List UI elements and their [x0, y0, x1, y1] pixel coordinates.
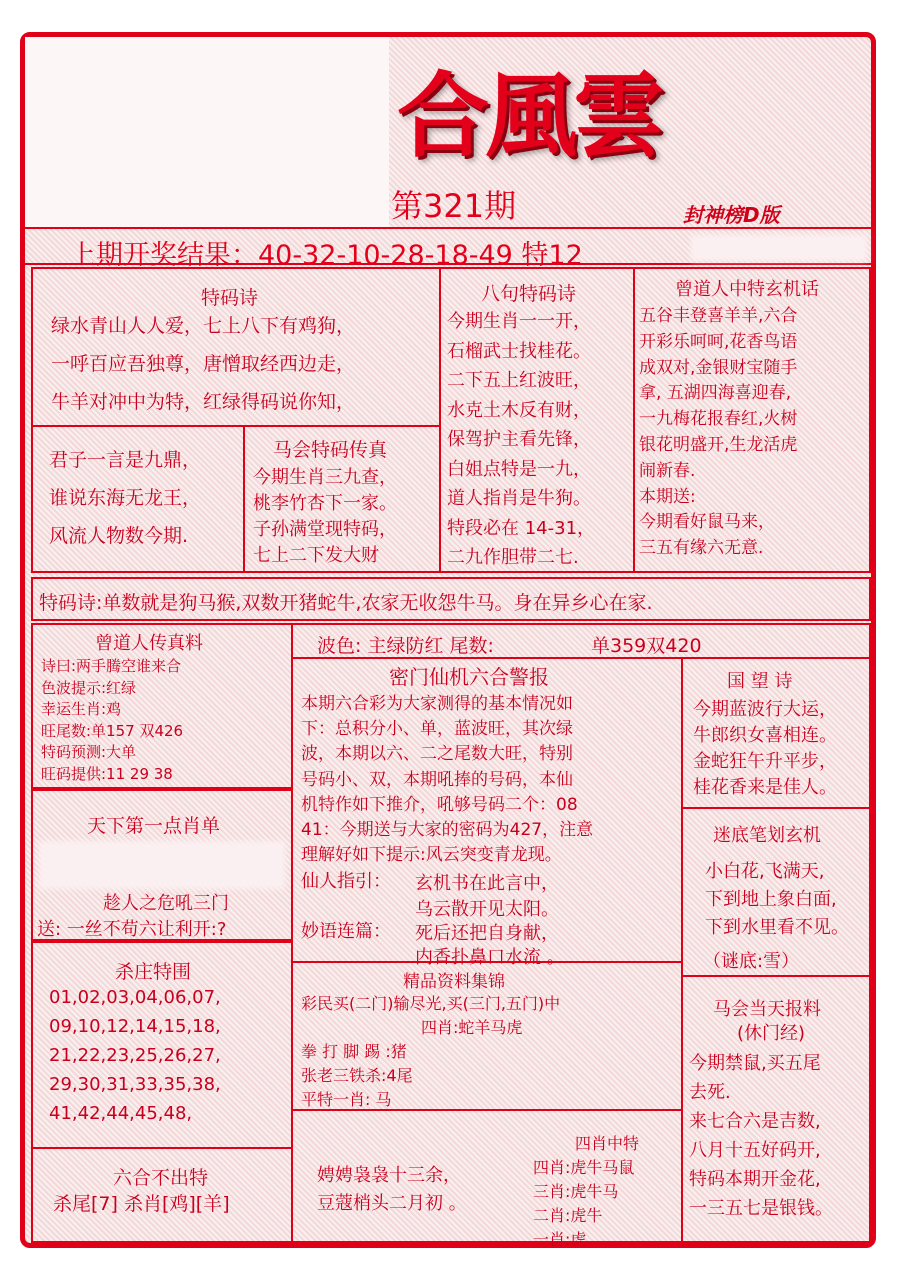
junzi-line: 君子一言是九鼎， [49, 449, 202, 471]
xuanji-line: 三五有缘六无意. [639, 538, 764, 559]
miaoyu-line: 内香扑鼻口水流 。 [415, 947, 565, 968]
xuanji-title: 曾道人中特玄机话 [675, 279, 819, 300]
shazhuang-line: 29,30,31,33,35,38, [49, 1074, 221, 1095]
bottom-mid-box [291, 1109, 683, 1249]
mimen-line: 41：今期送与大家的密码为427，注意 [301, 820, 594, 840]
xuanji-line: 拿, 五湖四海喜迎春, [639, 383, 792, 404]
blurred-watermark [691, 235, 867, 261]
eight-poem-line: 石榴武士找桂花。 [447, 340, 591, 362]
junzi-line: 风流人物数今期. [49, 525, 189, 547]
xuanji-line: 开彩乐呵呵,花香鸟语 [639, 331, 798, 352]
xuanji-line: 闹新春. [639, 460, 696, 481]
blurred-area [39, 841, 285, 889]
newspaper-page [20, 32, 876, 1248]
midi-line: 下到水里看不见。 [705, 917, 849, 938]
eight-poem-line: 二下五上红波旺， [447, 370, 591, 391]
jingpin-line: 四肖:蛇羊马虎 [421, 1018, 523, 1037]
edition-label: 封神榜D版 [683, 203, 780, 227]
poem-title: 特码诗 [201, 287, 259, 309]
xuanji-line: 一九梅花报春红,火树 [639, 409, 798, 430]
zeng-fax-box [31, 623, 293, 789]
masthead-title: 合風雲 [397, 62, 662, 170]
guowang-box [681, 657, 871, 809]
tianxia-title: 天下第一点肖单 [87, 815, 221, 837]
wave-tail: 单359双420 [591, 635, 702, 657]
xuanji-line: 五谷丰登喜羊羊,六合 [639, 306, 798, 326]
shazhuang-title: 杀庄特围 [115, 961, 192, 983]
liuhe-title: 六合不出特 [113, 1167, 209, 1189]
mimen-line: 本期六合彩为大家测得的基本情况如 [301, 694, 573, 714]
midi-answer: （谜底:雪） [703, 951, 800, 972]
xianren-line: 乌云散开见太阳。 [415, 899, 559, 920]
bottom-poem-line: 豆蔻梢头二月初 。 [317, 1193, 467, 1214]
eight-poem-line: 保驾护主看先锋， [447, 429, 591, 450]
guowang-title: 国 望 诗 [727, 671, 793, 692]
miaoyu-label: 妙语连篇： [301, 921, 391, 942]
zeng-fax-line: 幸运生肖:鸡 [41, 700, 122, 718]
midi-line: 下到地上象白面, [705, 889, 837, 910]
poem-box [31, 267, 441, 427]
mahui-day-line: 八月十五好码开, [689, 1140, 821, 1161]
poem-line: 一呼百应吾独尊，唐憎取经西边走， [51, 353, 356, 375]
mahui-fax-line: 子孙满堂现特码， [253, 519, 397, 540]
mahui-day-line: 来七合六是吉数, [689, 1111, 821, 1132]
liuhe-box [31, 1147, 293, 1243]
eight-poem-title: 八句特码诗 [481, 283, 577, 305]
sixiao-line: 一肖:虎 [533, 1230, 587, 1249]
sixiao-title: 四肖中特 [575, 1134, 640, 1153]
poem-line: 牛羊对冲中为特，红绿得码说你知， [51, 391, 356, 413]
mimen-line: 波，本期以六、二之尾数大旺，特别 [301, 744, 573, 765]
mahui-day-box [681, 975, 871, 1243]
mahui-day-line: 去死. [689, 1082, 731, 1103]
eight-poem-line: 水克土木反有财， [447, 399, 591, 421]
midi-line: 小白花,飞满天, [705, 861, 825, 882]
mahui-fax-line: 七上二下发大财 [253, 545, 379, 566]
mimen-line: 理解好如下提示:风云突变青龙现。 [301, 845, 562, 866]
tianxia-line: 趁人之危吼三门 [103, 893, 229, 914]
mahui-day-subtitle: (休门经) [737, 1023, 806, 1044]
eight-poem-line: 白姐点特是一九， [447, 458, 591, 480]
zeng-fax-line: 旺码提供:11 29 38 [41, 764, 173, 783]
mahui-day-line: 今期禁鼠,买五尾 [689, 1053, 821, 1074]
bottom-poem-line: 娉娉袅袅十三余， [317, 1165, 461, 1186]
eight-poem-box [439, 267, 635, 573]
poem-line: 绿水青山人人爱，七上八下有鸡狗， [51, 315, 356, 337]
jingpin-box [291, 961, 683, 1111]
jingpin-line: 平特一肖: 马 [301, 1090, 392, 1109]
shazhuang-line: 09,10,12,14,15,18, [49, 1016, 221, 1037]
issue-number: 第321期 [391, 187, 517, 225]
eight-poem-line: 二九作胆带二七. [447, 547, 579, 568]
mahui-fax-title: 马会特码传真 [273, 439, 388, 461]
mimen-line: 机特作如下推介，吼够号码二个：08 [301, 794, 578, 815]
midi-box [681, 807, 871, 977]
miaoyu-line: 死后还把自身献， [415, 923, 559, 944]
mimen-line: 下：总积分小、单，蓝波旺，其次绿 [301, 719, 573, 740]
mahui-day-title: 马会当天报料 [713, 999, 821, 1020]
jingpin-line: 拳 打 脚 踢 :猪 [301, 1042, 407, 1061]
sixiao-line: 四肖:虎牛马鼠 [533, 1158, 635, 1177]
wave-label: 波色: 主绿防红 尾数: [317, 635, 494, 657]
mimen-line: 号码小、双，本期吼捧的号码，本仙 [301, 769, 573, 790]
jingpin-title: 精品资料集锦 [403, 972, 505, 992]
guowang-line: 金蛇狂午升平步， [693, 751, 837, 772]
shazhuang-box [31, 941, 293, 1149]
eight-poem-line: 特段必在 14-31， [447, 517, 596, 539]
blurred-header-area [25, 37, 389, 229]
xianren-line: 玄机书在此言中， [415, 873, 559, 894]
xuanji-box [633, 267, 871, 573]
tianxia-box [31, 789, 293, 941]
eight-poem-line: 道人指肖是牛狗。 [447, 488, 591, 509]
wave-bar [291, 623, 871, 659]
shazhuang-line: 01,02,03,04,06,07, [49, 987, 221, 1008]
sixiao-line: 三肖:虎牛马 [533, 1182, 619, 1201]
guowang-line: 牛郎织女喜相连。 [693, 725, 837, 746]
last-result-label: 上期开奖结果： [69, 240, 258, 271]
xuanji-line: 成双对,金银财宝随手 [639, 357, 798, 378]
junzi-line: 谁说东海无龙王， [49, 487, 202, 509]
xuanji-line: 银花明盛开,生龙活虎 [639, 435, 798, 455]
banner-text: 特码诗:单数就是狗马猴,双数开猪蛇牛,农家无收怨牛马。身在异乡心在家. [39, 592, 653, 614]
mahui-day-line: 特码本期开金花, [689, 1169, 821, 1190]
midi-title: 迷底笔划玄机 [713, 825, 821, 846]
jingpin-line: 张老三铁杀:4尾 [301, 1066, 413, 1085]
xuanji-line: 今期看好鼠马来， [639, 512, 775, 533]
mimen-box [291, 657, 683, 968]
xianren-label: 仙人指引： [301, 871, 391, 892]
mahui-fax-line: 今期生肖三九查， [253, 467, 397, 488]
last-result-value: 40-32-10-28-18-49 特12 [258, 240, 583, 271]
guowang-line: 桂花香来是佳人。 [693, 777, 837, 798]
sixiao-line: 二肖:虎牛 [533, 1206, 603, 1225]
banner-box [31, 577, 871, 621]
guowang-line: 今期蓝波行大运， [693, 699, 837, 720]
zeng-fax-line: 色波提示:红绿 [41, 678, 137, 697]
zeng-fax-line: 诗曰:两手腾空谁来合 [41, 657, 182, 675]
mimen-title: 密门仙机六合警报 [389, 665, 549, 689]
zeng-fax-line: 特码预测:大单 [41, 743, 137, 761]
zeng-fax-title: 曾道人传真料 [95, 633, 203, 654]
zeng-fax-line: 旺尾数:单157 双426 [41, 721, 184, 740]
mahui-fax-box [243, 425, 441, 573]
shazhuang-line: 41,42,44,45,48, [49, 1103, 193, 1124]
liuhe-line: 杀尾[7] 杀肖[鸡][羊] [53, 1193, 230, 1215]
tianxia-line: 送: 一丝不苟六让利开:? [37, 919, 227, 940]
xuanji-line: 本期送: [639, 486, 696, 507]
shazhuang-line: 21,22,23,25,26,27, [49, 1045, 221, 1066]
mahui-fax-line: 桃李竹杏下一家。 [253, 493, 397, 514]
junzi-box [31, 425, 245, 573]
eight-poem-line: 今期生肖一一开， [447, 311, 591, 332]
jingpin-line: 彩民买(二门)输尽光,买(三门,五门)中 [301, 994, 561, 1013]
mahui-day-line: 一三五七是银钱。 [689, 1198, 833, 1219]
